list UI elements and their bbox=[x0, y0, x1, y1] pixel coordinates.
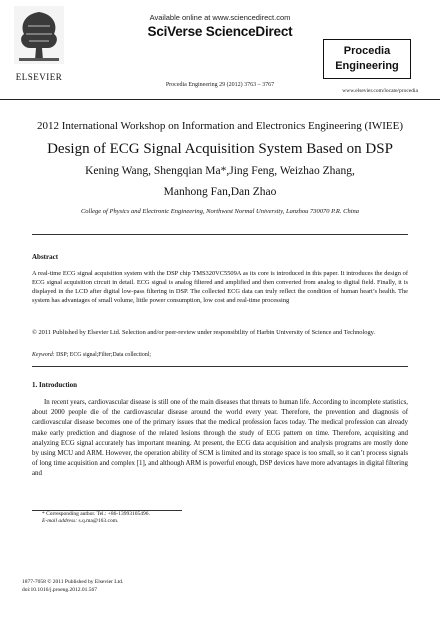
corresponding-author-note: * Corresponding author. Tel.: +86-13993105496. bbox=[42, 511, 150, 517]
abstract-top-divider bbox=[32, 234, 408, 235]
available-online-text: Available online at www.sciencedirect.com bbox=[149, 13, 291, 22]
abstract-heading: Abstract bbox=[32, 253, 59, 261]
issn-line: 1877-7058 © 2011 Published by Elsevier Ltd. bbox=[22, 579, 124, 585]
copyright-notice: © 2011 Published by Elsevier Ltd. Selection and/or peer-review under responsibility of Harbin University of Science and Technology. bbox=[32, 329, 376, 336]
email-label: E-mail address: bbox=[42, 518, 78, 524]
affiliation: College of Physics and Electronic Engineering, Northwest Normal University, Lanzhou 730070 P.R. China bbox=[80, 208, 360, 215]
keywords-label: Keyword: bbox=[32, 352, 55, 358]
authors-line-1: Kening Wang, Shengqian Ma*,Jing Feng, Weizhao Zhang, bbox=[85, 165, 355, 177]
authors-line-2: Manhong Fan,Dan Zhao bbox=[163, 186, 277, 198]
section-heading-introduction: 1. Introduction bbox=[32, 381, 77, 389]
elsevier-logo bbox=[8, 6, 70, 92]
elsevier-wordmark: ELSEVIER bbox=[15, 72, 63, 82]
abstract-bottom-divider bbox=[32, 366, 408, 367]
doi-line: doi:10.1016/j.proeng.2012.01.567 bbox=[22, 587, 98, 593]
abstract-body: A real-time ECG signal acquisition system with the DSP chip TMS320VC5509A as its core is introduced in this paper. It introduces the design of ECG signal acquisition circuit in detail. ECG signal is analog filtered and amplified and then converted from analog to digital field. Finally, it is displayed in the LCD after digital low-pass filtering in DSP. The collected ECG data can truly reflect the condition of human heart’s health. The system has advantages of small volume, little power consumption, low cost and real-time processing bbox=[32, 270, 408, 304]
paper-title: Design of ECG Signal Acquisition System Based on DSP bbox=[47, 141, 393, 157]
email-address: s.q.ma@163.com. bbox=[77, 518, 119, 524]
journal-title-box bbox=[323, 39, 411, 79]
journal-reference: Procedia Engineering 29 (2012) 3763 – 3767 bbox=[165, 82, 275, 88]
header-divider bbox=[0, 99, 440, 100]
introduction-body: In recent years, cardiovascular disease is still one of the main diseases that threats to human life. According to incomplete statistics, about 2000 people die of the cardiovascular disease around the world every year. Therefore, the prevention and diagnosis of cardiovascular disease becomes one of the primary issues that the medical profession faces today. The medical profession can already make early prediction and diagnose of the related lesions through the study of ECG pattern on time. Therefore, acquisiting and analyzing ECG signal accurately has important meaning. At present, the ECG data acquisition and analysis programs are mostly done by using MCU and ARM. However, the operation ability of SCM is limited and its storage space is too small, so it can’t process signals of long time acquisition and complex [1], and although ARM is powerful enough, DSP devices have more advantages in digital filtering and bbox=[32, 399, 408, 478]
email-note bbox=[42, 518, 118, 524]
platform-name: SciVerse ScienceDirect bbox=[147, 24, 293, 39]
keywords bbox=[32, 352, 408, 358]
workshop-name: 2012 International Workshop on Information and Electronics Engineering (IWIEE) bbox=[36, 120, 404, 132]
keywords-list: DSP; ECG signal;Filter;Data collectionl; bbox=[54, 352, 151, 358]
elsevier-tree-icon bbox=[14, 6, 64, 64]
journal-box-line2: Engineering bbox=[335, 60, 399, 72]
journal-box-line1: Procedia bbox=[343, 45, 391, 57]
journal-url: www.elsevier.com/locate/procedia bbox=[342, 88, 418, 94]
